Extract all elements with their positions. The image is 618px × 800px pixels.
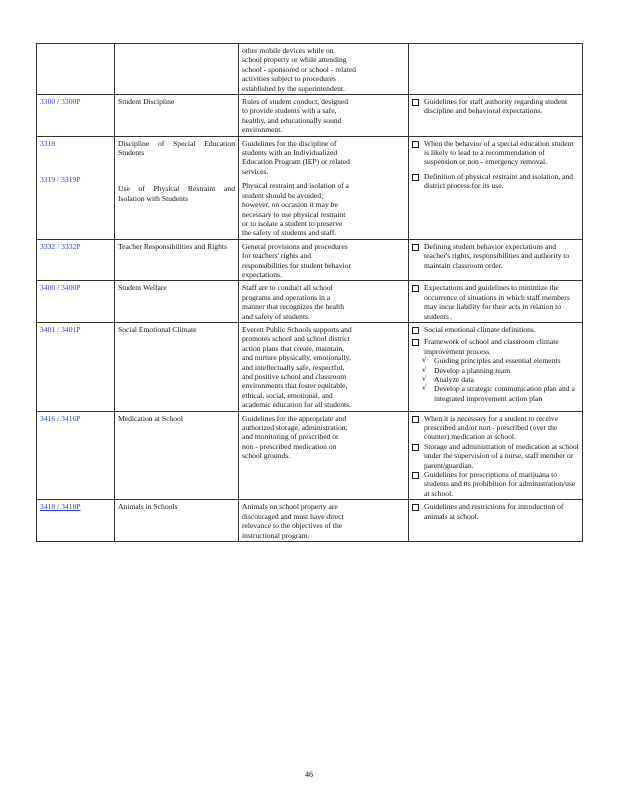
guidelines-cell [409,322,583,411]
description-line: Everett Public Schools supports and [242,324,352,334]
checkbox-bullet-icon [412,502,420,521]
description-line: and intellectually safe, respectful, [242,362,345,372]
code-cell [37,136,115,239]
page-number: 46 [305,770,313,779]
description-line: manner that recognizes the health [242,302,345,312]
guideline-text: Storage and administration of medication at school under the supervision of a nurse, staff member or parent/guardian. [424,441,579,470]
guideline-text: When the behavior of a special education student is likely to lead to a recommendation of suspension or non - emergency removal. [424,138,574,167]
guideline-text: Defining student behavior expectations and teacher's rights, responsibilities and authority to maintain classroom order. [424,241,570,270]
guidelines-cell [409,239,583,281]
description-cell [239,500,409,542]
description-line: to provide students with a safe, [242,106,337,116]
description-line: school - sponsored or school - related [242,64,356,74]
description-line: environment. [242,125,283,135]
title-cell [115,281,239,323]
description-cell [239,136,409,239]
description-line: expectations. [242,269,282,279]
checkmark-icon: √ [422,375,427,383]
title-cell [115,239,239,281]
policy-title: Discipline of Special Education Students [118,138,237,158]
description-cell [239,322,409,411]
guidelines-cell [409,44,583,95]
guideline-item [412,283,579,321]
policy-code: 3400 / 3400P [40,283,81,293]
guideline-text: Guidelines for staff authority regarding student discipline and behavioral expectations. [424,97,568,116]
description-line: and monitoring of prescribed or [242,432,339,442]
description-line: activities subject to procedures [242,74,336,84]
guideline-text: Definition of physical restraint and isolation, and district process for its use. [424,171,574,191]
description-line: necessary to use physical restraint [242,209,346,219]
guideline-text: When it is necessary for a student to receive prescribed and/or non - prescribed (over the counter) medication at school. [424,413,559,442]
description-line: and safety of students. [242,311,310,321]
guideline-item [412,337,579,356]
checkbox-bullet-icon [412,337,420,356]
description-line: Rules of student conduct, designed [242,97,349,107]
description-line: school grounds. [242,451,291,461]
policy-table [36,43,583,542]
description-line: authorized storage, administration, [242,423,348,433]
description-line: ethical, social, emotional, and [242,390,333,400]
policy-code: 3318 [40,138,56,148]
code-cell [37,322,115,411]
code-cell [37,281,115,323]
code-cell [37,500,115,542]
description-cell [239,95,409,137]
description-cell [239,281,409,323]
guidelines-cell [409,281,583,323]
title-cell [115,95,239,137]
policy-code: 3300 / 3300P [40,97,81,107]
title-cell [115,136,239,239]
title-cell [115,500,239,542]
checkbox-bullet-icon [412,172,420,191]
title-cell [115,44,239,95]
checklist-item [412,356,579,365]
guideline-item [412,414,579,442]
policy-table-body [37,44,583,542]
checkmark-icon: √ [422,356,427,365]
description-line: however, on occasion it may be [242,200,338,210]
guideline-item [412,172,579,191]
description-line: Physical restraint and isolation of a [242,181,349,191]
description-line: academic education for all students. [242,400,352,410]
guidelines-cell [409,500,583,542]
description-line: services. [242,166,269,176]
description-line: and nurture physically, emotionally, [242,353,351,363]
policy-title: Social Emotional Climate [118,324,197,334]
checkbox-bullet-icon [412,325,420,337]
guidelines-cell [409,136,583,239]
policy-code: 3418 / 3418P [40,502,81,512]
guideline-item [412,139,579,167]
guidelines-cell [409,411,583,500]
description-line: environments that foster equitable, [242,381,348,391]
checkbox-bullet-icon [412,414,420,442]
guideline-text: Framework of school and classroom climate improvement process. [424,337,559,356]
guideline-item [412,97,579,116]
description-line: Education Program (IEP) or related [242,157,350,167]
guideline-text: Guidelines and restrictions for introduction of animals at school. [424,502,564,521]
guideline-item [412,325,579,337]
guideline-text: Social emotional climate definitions. [424,324,536,334]
guideline-item [412,442,579,470]
description-line: school property or while attending [242,55,347,65]
code-cell [37,44,115,95]
table-row [37,322,583,411]
policy-title: Medication at School [118,413,183,423]
description-line: Guidelines for the discipline of [242,138,337,148]
table-row [37,95,583,137]
checkbox-bullet-icon [412,442,420,470]
description-line: Guidelines for the appropriate and [242,413,347,423]
description-line: established by the superintendent. [242,83,345,93]
checklist-text: Analyze data [434,375,474,384]
guideline-text: Expectations and guidelines to minimize the occurrence of situations in which staff members may incur liability for their acts in relation to students . [424,283,570,321]
policy-code: 3401 / 3401P [40,324,81,334]
policy-code: 3416 / 3416P [40,413,81,423]
guideline-item [412,242,579,270]
checklist-item [412,384,579,403]
description-line: and positive school and classroom [242,372,347,381]
code-cell [37,239,115,281]
checkmark-icon: √ [422,384,427,393]
checklist-text: Guiding principles and essential elements [434,356,561,366]
description-line: promotes school and school district [242,334,350,344]
checkbox-bullet-icon [412,139,420,167]
checkbox-bullet-icon [412,283,420,321]
description-line: responsibilities for student behavior [242,260,352,270]
description-cell [239,411,409,500]
title-cell [115,411,239,500]
guideline-text: Guidelines for prescriptions of marijuana to students and its prohibition for administration/use at school. [424,470,576,498]
policy-title: Use of Physical Restraint and Isolation with Students [118,184,237,203]
table-row [37,411,583,500]
policy-title: Student Discipline [118,97,175,107]
checkmark-icon: √ [422,365,427,374]
code-cell [37,95,115,137]
description-line: students with an Individualized [242,148,338,158]
checkbox-bullet-icon [412,242,420,270]
description-line: or to isolate a student to preserve [242,218,343,228]
code-cell [37,411,115,500]
checkbox-bullet-icon [412,470,420,498]
description-line: other mobile devices while on [242,46,334,55]
guideline-item [412,470,579,498]
sub-policy-title-block [118,184,235,203]
table-row [37,136,583,239]
description-cell [239,44,409,95]
description-line: non - prescribed medication on [242,441,337,451]
description-line: student should be avoided; [242,190,324,200]
checklist-text: Develop a strategic communication plan and a integrated improvement action plan [434,384,575,403]
description-line: discouraged and must have direct [242,511,344,521]
sub-policy-code-block [40,175,111,184]
description-line: instructional program. [242,530,310,540]
policy-code: 3319 / 3319P [40,175,81,185]
table-row [37,500,583,542]
guidelines-cell [409,95,583,137]
checklist-item [412,366,579,375]
title-cell [115,322,239,411]
table-row [37,239,583,281]
checklist-text: Develop a planning team [434,365,511,375]
description-line: Animals on school property are [242,502,338,512]
policy-title: Student Welfare [118,283,167,293]
policy-code: 3332 / 3332P [40,241,81,251]
checkbox-bullet-icon [412,97,420,116]
description-line: for teachers' rights and [242,251,312,261]
table-row [37,281,583,323]
description-line: healthy, and educationally sound [242,115,342,125]
description-line: programs and operations in a [242,292,331,302]
policy-title: Teacher Responsibilities and Rights [118,241,227,251]
description-line: Staff are to conduct all school [242,283,333,293]
policy-title: Animals in Schools [118,502,178,512]
table-row [37,44,583,95]
checklist-item [412,375,579,384]
guideline-item [412,502,579,521]
description-line: the safety of students and staff. [242,228,337,238]
description-cell [239,239,409,281]
description-line: General provisions and procedures [242,241,348,251]
description-line: action plans that create, maintain, [242,343,345,353]
description-line: relevance to the objectives of the [242,521,343,531]
